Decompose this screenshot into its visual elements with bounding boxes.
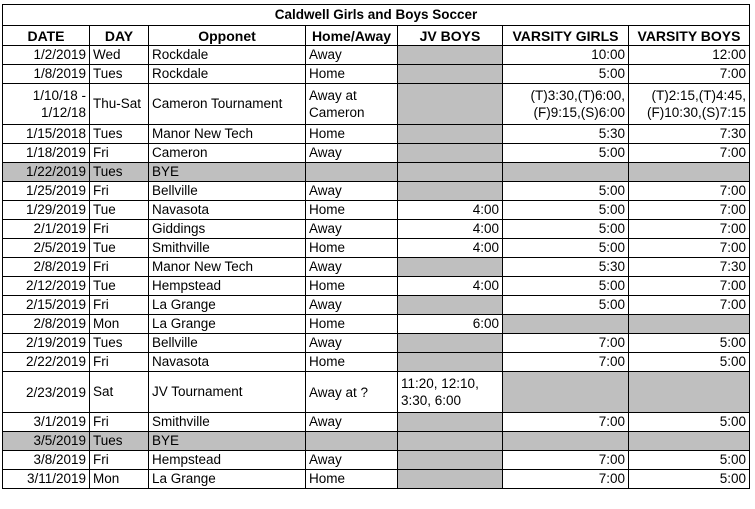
home-away-cell: Away [306, 258, 398, 277]
jv-boys-cell: 4:00 [398, 277, 503, 296]
varsity-boys-cell: 7:00 [629, 182, 750, 201]
table-row [3, 296, 750, 315]
home-away-cell [306, 432, 398, 451]
jv-boys-cell: 11:20, 12:10, 3:30, 6:00 [398, 372, 503, 413]
home-away-cell: Home [306, 125, 398, 144]
column-header-home-away: Home/Away [306, 26, 398, 46]
date-cell: 2/12/2019 [3, 277, 90, 296]
varsity-girls-cell: 5:30 [503, 125, 629, 144]
table-row [3, 334, 750, 353]
varsity-girls-cell: 5:00 [503, 296, 629, 315]
table-row [3, 220, 750, 239]
varsity-girls-cell: 5:00 [503, 144, 629, 163]
day-cell: Fri [90, 220, 149, 239]
table-row [3, 182, 750, 201]
jv-boys-cell [398, 125, 503, 144]
day-cell: Tues [90, 163, 149, 182]
opponent-cell: Giddings [149, 220, 306, 239]
home-away-cell: Home [306, 201, 398, 220]
day-cell: Tues [90, 65, 149, 84]
table-row [3, 413, 750, 432]
varsity-boys-cell [629, 315, 750, 334]
day-cell: Mon [90, 315, 149, 334]
header-row [3, 26, 750, 46]
day-cell: Fri [90, 144, 149, 163]
column-header-jv-boys: JV BOYS [398, 26, 503, 46]
day-cell: Tues [90, 432, 149, 451]
home-away-cell: Away [306, 413, 398, 432]
date-cell: 1/10/18 - 1/12/18 [3, 84, 90, 125]
jv-boys-cell [398, 65, 503, 84]
date-cell: 2/15/2019 [3, 296, 90, 315]
varsity-boys-cell: 7:00 [629, 201, 750, 220]
jv-boys-cell [398, 258, 503, 277]
varsity-girls-cell: 7:00 [503, 334, 629, 353]
varsity-boys-cell [629, 432, 750, 451]
varsity-girls-cell: 5:00 [503, 201, 629, 220]
day-cell: Tue [90, 239, 149, 258]
bye-row [3, 163, 750, 182]
date-cell: 1/2/2019 [3, 46, 90, 65]
jv-boys-cell [398, 451, 503, 470]
jv-boys-cell [398, 46, 503, 65]
schedule-sheet [2, 4, 750, 489]
day-cell: Fri [90, 182, 149, 201]
varsity-boys-cell: 7:30 [629, 125, 750, 144]
varsity-girls-cell: 7:00 [503, 413, 629, 432]
day-cell: Wed [90, 46, 149, 65]
home-away-cell: Home [306, 315, 398, 334]
opponent-cell: Rockdale [149, 65, 306, 84]
varsity-girls-cell [503, 163, 629, 182]
varsity-girls-cell: 5:00 [503, 220, 629, 239]
varsity-boys-cell: 5:00 [629, 470, 750, 489]
date-cell: 2/8/2019 [3, 315, 90, 334]
varsity-boys-cell: 5:00 [629, 451, 750, 470]
date-cell: 2/5/2019 [3, 239, 90, 258]
table-row [3, 315, 750, 334]
varsity-girls-cell: 5:00 [503, 65, 629, 84]
opponent-cell: Bellville [149, 182, 306, 201]
varsity-boys-cell: 12:00 [629, 46, 750, 65]
date-cell: 3/1/2019 [3, 413, 90, 432]
opponent-cell: Smithville [149, 239, 306, 258]
bye-row [3, 432, 750, 451]
varsity-girls-cell: 5:00 [503, 182, 629, 201]
jv-boys-cell: 4:00 [398, 220, 503, 239]
column-header-day: DAY [90, 26, 149, 46]
opponent-cell: BYE [149, 163, 306, 182]
home-away-cell: Away at Cameron [306, 84, 398, 125]
column-header-varsity-boys: VARSITY BOYS [629, 26, 750, 46]
varsity-girls-cell: 10:00 [503, 46, 629, 65]
date-cell: 2/8/2019 [3, 258, 90, 277]
table-title: Caldwell Girls and Boys Soccer [3, 5, 750, 26]
varsity-boys-cell: 5:00 [629, 353, 750, 372]
varsity-boys-cell: 7:00 [629, 239, 750, 258]
opponent-cell: BYE [149, 432, 306, 451]
day-cell: Fri [90, 296, 149, 315]
date-cell: 3/5/2019 [3, 432, 90, 451]
schedule-rows [3, 46, 750, 489]
table-row [3, 258, 750, 277]
column-header-varsity-girls: VARSITY GIRLS [503, 26, 629, 46]
day-cell: Thu-Sat [90, 84, 149, 125]
varsity-girls-cell [503, 372, 629, 413]
home-away-cell: Away [306, 220, 398, 239]
table-row [3, 239, 750, 258]
table-row [3, 353, 750, 372]
table-row [3, 84, 750, 125]
jv-boys-cell [398, 470, 503, 489]
varsity-boys-cell: 7:00 [629, 144, 750, 163]
day-cell: Tues [90, 334, 149, 353]
opponent-cell: Manor New Tech [149, 125, 306, 144]
varsity-boys-cell [629, 372, 750, 413]
table-row [3, 144, 750, 163]
home-away-cell: Home [306, 277, 398, 296]
varsity-girls-cell: 5:00 [503, 239, 629, 258]
schedule-table [2, 4, 750, 489]
table-row [3, 201, 750, 220]
varsity-girls-cell [503, 432, 629, 451]
date-cell: 1/15/2018 [3, 125, 90, 144]
varsity-boys-cell: 7:30 [629, 258, 750, 277]
opponent-cell: Manor New Tech [149, 258, 306, 277]
home-away-cell: Home [306, 353, 398, 372]
home-away-cell: Away at ? [306, 372, 398, 413]
day-cell: Tue [90, 201, 149, 220]
opponent-cell: La Grange [149, 296, 306, 315]
jv-boys-cell [398, 144, 503, 163]
opponent-cell: Navasota [149, 201, 306, 220]
table-row [3, 277, 750, 296]
opponent-cell: La Grange [149, 315, 306, 334]
varsity-boys-cell: (T)2:15,(T)4:45,(F)10:30,(S)7:15 [629, 84, 750, 125]
day-cell: Sat [90, 372, 149, 413]
varsity-boys-cell [629, 163, 750, 182]
jv-boys-cell: 6:00 [398, 315, 503, 334]
home-away-cell: Away [306, 46, 398, 65]
home-away-cell: Away [306, 451, 398, 470]
day-cell: Fri [90, 413, 149, 432]
date-cell: 2/22/2019 [3, 353, 90, 372]
varsity-boys-cell: 7:00 [629, 277, 750, 296]
opponent-cell: Cameron [149, 144, 306, 163]
date-cell: 1/22/2019 [3, 163, 90, 182]
day-cell: Tues [90, 125, 149, 144]
varsity-boys-cell: 7:00 [629, 296, 750, 315]
home-away-cell: Away [306, 334, 398, 353]
day-cell: Fri [90, 451, 149, 470]
opponent-cell: Cameron Tournament [149, 84, 306, 125]
varsity-boys-cell: 5:00 [629, 334, 750, 353]
date-cell: 3/8/2019 [3, 451, 90, 470]
varsity-girls-cell: (T)3:30,(T)6:00,(F)9:15,(S)6:00 [503, 84, 629, 125]
column-header-opponent: Opponet [149, 26, 306, 46]
jv-boys-cell [398, 413, 503, 432]
day-cell: Mon [90, 470, 149, 489]
home-away-cell: Away [306, 182, 398, 201]
home-away-cell: Away [306, 144, 398, 163]
varsity-girls-cell: 7:00 [503, 470, 629, 489]
date-cell: 1/18/2019 [3, 144, 90, 163]
jv-boys-cell [398, 163, 503, 182]
varsity-girls-cell: 5:30 [503, 258, 629, 277]
home-away-cell: Home [306, 239, 398, 258]
jv-boys-cell [398, 353, 503, 372]
jv-boys-cell [398, 84, 503, 125]
date-cell: 1/29/2019 [3, 201, 90, 220]
opponent-cell: Hempstead [149, 451, 306, 470]
date-cell: 1/25/2019 [3, 182, 90, 201]
opponent-cell: JV Tournament [149, 372, 306, 413]
column-header-date: DATE [3, 26, 90, 46]
day-cell: Fri [90, 258, 149, 277]
date-cell: 3/11/2019 [3, 470, 90, 489]
date-cell: 2/1/2019 [3, 220, 90, 239]
home-away-cell: Home [306, 470, 398, 489]
jv-boys-cell [398, 334, 503, 353]
opponent-cell: Navasota [149, 353, 306, 372]
opponent-cell: Rockdale [149, 46, 306, 65]
jv-boys-cell [398, 182, 503, 201]
table-row [3, 65, 750, 84]
date-cell: 2/23/2019 [3, 372, 90, 413]
opponent-cell: La Grange [149, 470, 306, 489]
varsity-girls-cell [503, 315, 629, 334]
jv-boys-cell [398, 296, 503, 315]
varsity-boys-cell: 7:00 [629, 65, 750, 84]
jv-boys-cell: 4:00 [398, 239, 503, 258]
day-cell: Fri [90, 353, 149, 372]
varsity-girls-cell: 7:00 [503, 451, 629, 470]
home-away-cell [306, 163, 398, 182]
opponent-cell: Hempstead [149, 277, 306, 296]
table-row [3, 46, 750, 65]
table-row [3, 372, 750, 413]
varsity-boys-cell: 7:00 [629, 220, 750, 239]
jv-boys-cell: 4:00 [398, 201, 503, 220]
table-row [3, 451, 750, 470]
jv-boys-cell [398, 432, 503, 451]
opponent-cell: Bellville [149, 334, 306, 353]
table-row [3, 125, 750, 144]
opponent-cell: Smithville [149, 413, 306, 432]
table-row [3, 470, 750, 489]
date-cell: 1/8/2019 [3, 65, 90, 84]
varsity-boys-cell: 5:00 [629, 413, 750, 432]
home-away-cell: Away [306, 296, 398, 315]
date-cell: 2/19/2019 [3, 334, 90, 353]
varsity-girls-cell: 7:00 [503, 353, 629, 372]
day-cell: Tue [90, 277, 149, 296]
varsity-girls-cell: 5:00 [503, 277, 629, 296]
home-away-cell: Home [306, 65, 398, 84]
